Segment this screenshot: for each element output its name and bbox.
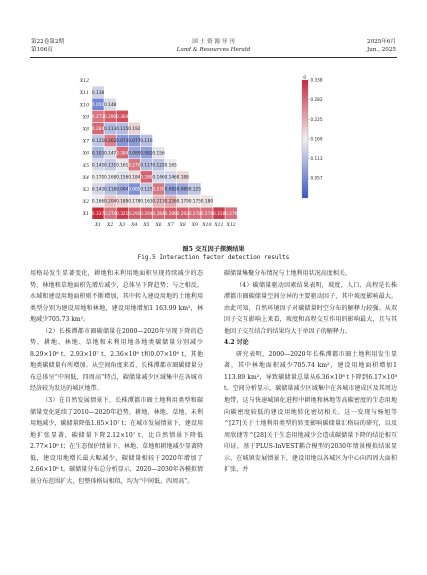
heatmap-value-label: 0.148 <box>103 102 117 108</box>
heatmap-value-label: 0.161 <box>116 163 129 169</box>
heatmap-value-label: 0.192 <box>128 127 141 133</box>
x-tick-label: X8 <box>179 223 186 229</box>
heatmap-value-label: 0.166 <box>91 199 105 205</box>
y-tick-label: X11 <box>79 91 89 97</box>
right-paragraph-1: 碳储量集聚分布情况与土地利用状况高度相关。 <box>224 270 351 277</box>
heatmap-value-label: 0.165 <box>164 163 177 169</box>
heatmap-value-label: 0.168 <box>103 175 117 181</box>
colorbar-tick-label: 0.225 <box>310 116 323 122</box>
heatmap-value-label: 0.175 <box>188 199 202 205</box>
figure-caption-en: Fig.5 Interaction factor detection results <box>137 254 290 261</box>
y-tick-label: X6 <box>82 151 89 157</box>
heatmap-value-label: 0.156 <box>152 151 165 157</box>
y-tick-label: X3 <box>82 187 89 193</box>
colorbar-tick-label: 0.169 <box>310 136 323 142</box>
heatmap-value-label: 0.321 <box>116 211 129 217</box>
heatmap-value-label: 0.147 <box>103 151 117 157</box>
heatmap-value-label: 0.146 <box>164 175 177 181</box>
heatmap-value-label: 0.273 <box>91 114 105 120</box>
heatmap-value-label: 0.204 <box>103 199 117 205</box>
heatmap-value-label: 0.082 <box>164 187 177 193</box>
heatmap-value-label: 0.156 <box>116 175 129 181</box>
heatmap-value-label: 0.170 <box>91 175 105 181</box>
y-tick-label: X10 <box>79 103 89 109</box>
heatmap-value-label: 0.125 <box>188 187 202 193</box>
y-tick-label: X9 <box>82 115 89 121</box>
header-journal-en: Land & Resources Herald <box>176 47 251 53</box>
heatmap-value-label: 0.189 <box>116 199 129 205</box>
y-tick-label: X5 <box>82 163 89 169</box>
heatmap-value-label: 0.278 <box>188 211 202 217</box>
heatmap-value-label: 0.270 <box>128 163 141 169</box>
heatmap-value-label: 0.180 <box>200 199 214 205</box>
heatmap-value-label: 0.226 <box>164 199 177 205</box>
heatmap-value-label: 0.289 <box>164 211 177 217</box>
section-heading-discussion: 4.2 讨论 <box>224 339 249 347</box>
y-tick-label: X2 <box>82 200 89 206</box>
heatmap-value-label: 0.318 <box>212 211 226 217</box>
header-date-en: Jun., 2025 <box>366 47 396 53</box>
heatmap-value-label: 0.125 <box>91 139 105 145</box>
left-column <box>30 268 203 487</box>
colorbar-tick-label: 0.113 <box>310 156 323 162</box>
heatmap-value-label: 0.292 <box>176 211 189 217</box>
x-tick-label: X2 <box>107 223 114 229</box>
heatmap-value-label: 0.278 <box>200 211 214 217</box>
heatmap-value-label: 0.077 <box>128 139 141 145</box>
heatmap-value-label: 0.056 <box>91 102 105 108</box>
heatmap-value-label: 0.118 <box>103 187 117 193</box>
x-tick-label: X12 <box>226 223 236 229</box>
heatmap-value-label: 0.294 <box>140 211 153 217</box>
heatmap-value-label: 0.103 <box>91 151 105 157</box>
header-page: 第106页 <box>31 47 53 53</box>
colorbar-tick-label: 0.338 <box>310 77 323 83</box>
heatmap-value-label: 0.113 <box>103 127 117 133</box>
x-tick-label: X4 <box>131 223 138 229</box>
right-paragraph-2: （4）碳储量驱动因素结果表明，坡度、人口、高程是长株潭都市圈碳储量空间分异的主要驱动因子，其中坡度影响最大。由此可知，自然环境因子对碳储量时空分布的解释力较强。从双因子交互影响上来看，坡度和高程交互作用的影响最大，且与其他因子交互结合的结果均大于单因子的解释力。 <box>224 281 397 335</box>
header-volume: 第22卷第2期 <box>31 39 65 45</box>
heatmap-value-label: 0.089 <box>128 151 141 157</box>
heatmap-value-label: 0.179 <box>176 199 189 205</box>
heatmap-value-label: 0.125 <box>140 187 153 193</box>
y-tick-label: X4 <box>82 175 89 181</box>
x-tick-label: X11 <box>214 223 224 229</box>
heatmap-value-label: 0.163 <box>140 199 153 205</box>
x-tick-label: X3 <box>119 223 126 229</box>
y-tick-label: X12 <box>79 79 89 85</box>
heatmap-value-label: 0.213 <box>152 199 165 205</box>
heatmap-value-label: 0.146 <box>152 175 165 181</box>
heatmap-value-label: 0.145 <box>91 163 105 169</box>
heatmap-value-label: 0.284 <box>91 127 105 133</box>
heatmap-value-label: 0.065 <box>128 187 141 193</box>
y-tick-label: X8 <box>82 127 89 133</box>
heatmap-value-label: 0.276 <box>224 211 238 217</box>
heatmap-value-label: 0.117 <box>140 163 153 169</box>
figure-caption-cn: 图5 交互因子探测结果 <box>182 246 245 253</box>
x-tick-label: X6 <box>155 223 162 229</box>
x-tick-label: X5 <box>143 223 150 229</box>
heatmap-value-label: 0.122 <box>152 163 165 169</box>
heatmap-value-label: 0.184 <box>128 175 141 181</box>
heatmap-value-label: 0.284 <box>116 151 129 157</box>
left-paragraph-3: （3）在自然发展情景下，长株潭都市圈土地利用类型和碳储量变化延续了2010—2020年趋势，耕地、林地、草地、未利用地减少，碳储量降低1.85×10⁷ t；在城市发展情景下，建设用地扩张显著，碳储量下降2.12×10⁷ t，比自然情景下降低2.77×10⁶ t；在生态保护情景下，林地、草地和耕地减少显著降低，建设用地增长最大幅减少，碳储量相较于2020年增加了2.66×10⁶ t。碳储量分布总分析显示，2020—2030年各模拟情景分布范围扩大，但整体格局相似，均为“中间低、四周高”。 <box>30 397 203 485</box>
header-rule <box>30 57 397 58</box>
x-tick-label: X9 <box>191 223 198 229</box>
heatmap-value-label: 0.337 <box>91 211 105 217</box>
x-tick-label: X1 <box>94 223 102 229</box>
heatmap-value-label: 0.188 <box>176 175 189 181</box>
right-column <box>224 268 397 476</box>
heatmap-value-label: 0.131 <box>103 163 117 169</box>
header-journal-cn: 国 土 资 源 导 刊 <box>192 39 235 45</box>
colorbar-title: q <box>303 75 306 80</box>
heatmap-value-label: 0.270 <box>152 187 165 193</box>
heatmap-value-label: 0.094 <box>116 187 129 193</box>
y-tick-label: X1 <box>82 212 89 218</box>
heatmap-value-label: 0.274 <box>103 211 117 217</box>
heatmap-value-label: 0.138 <box>91 90 105 96</box>
x-tick-label: X10 <box>202 223 212 229</box>
heatmap-value-label: 0.082 <box>140 151 153 157</box>
left-paragraph-2: （2）长株潭都市圈碳储量在2000—2020年呈现下降的趋势，耕地、林地、草地和未利用地各地类碳储量分别减少8.29×10⁶ t、2.93×10⁷ t、2.36×10⁶ t和0.07×10⁶ t，其他地类碳储量有所增加。从空间角度来看，长株潭都市圈碳储量分布总体呈“中间低，四周高”特点，碳储量减少区域集中在各城市经济较为发达的城区地带。 <box>30 327 203 393</box>
heatmap-value-label: 0.304 <box>116 114 129 120</box>
right-paragraph-3: 研究表明，2000—2020年长株潭都市圈土地利用发生显著，其中林地面积减少705.74 km²，建设用地面积增加1 113.89 km²，导致碳储量总量从6.36×10⁸ t下降到6.17×10⁸ t。空间分析显示，碳储量减少区域集中在各城市建成区及其周边地带，这与快速城镇化进程中耕地和林地等高碳密度的生态用地向碳密度较低的建设用地转化密切相关。这一发现与杨旭等^[27]关于土地利用类型的转变影响碳储量汇格局的研究，以及周欣捷等^[28]关于生态用地减少会造成碳储量下降的结论相互印证。基于PLUS-InVEST耦合模型的2030年情景模拟结果显示，在城镇发展情景下，建设用地以各城区为中心向四周大面积扩张，并 <box>224 350 397 474</box>
heatmap-value-label: 0.073 <box>116 139 129 145</box>
x-tick-label: X7 <box>167 223 174 229</box>
colorbar-tick-label: 0.282 <box>310 97 323 103</box>
colorbar-tick-label: 0.057 <box>310 175 323 181</box>
heatmap-value-label: 0.115 <box>116 127 129 133</box>
heatmap-value-label: 0.288 <box>140 175 153 181</box>
header-date-cn: 2025年6月 <box>367 39 396 45</box>
heatmap-value-label: 0.089 <box>176 187 189 193</box>
heatmap-value-label: 0.290 <box>103 114 117 120</box>
heatmap-value-label: 0.290 <box>128 211 141 217</box>
heatmap-value-label: 0.116 <box>140 139 153 145</box>
left-paragraph-1: 用格局发生显著变化，耕地和未利用地面积呈现持续减少的态势，林地和草地面积先增后减少，总体呈下降趋势；与之相反，水域和建设用地面积则不断增加，其中转入建设用地的土地利用类型分别为建设用地和林地，建设用地增加1 163.99 km²，林地减少705.73 km²。 <box>30 270 203 324</box>
y-tick-label: X7 <box>82 139 89 145</box>
heatmap-value-label: 0.284 <box>152 211 165 217</box>
heatmap-value-label: 0.143 <box>91 187 105 193</box>
colorbar <box>302 80 308 198</box>
interaction-heatmap <box>76 70 352 240</box>
heatmap-value-label: 0.262 <box>103 139 117 145</box>
heatmap-value-label: 0.178 <box>128 199 141 205</box>
